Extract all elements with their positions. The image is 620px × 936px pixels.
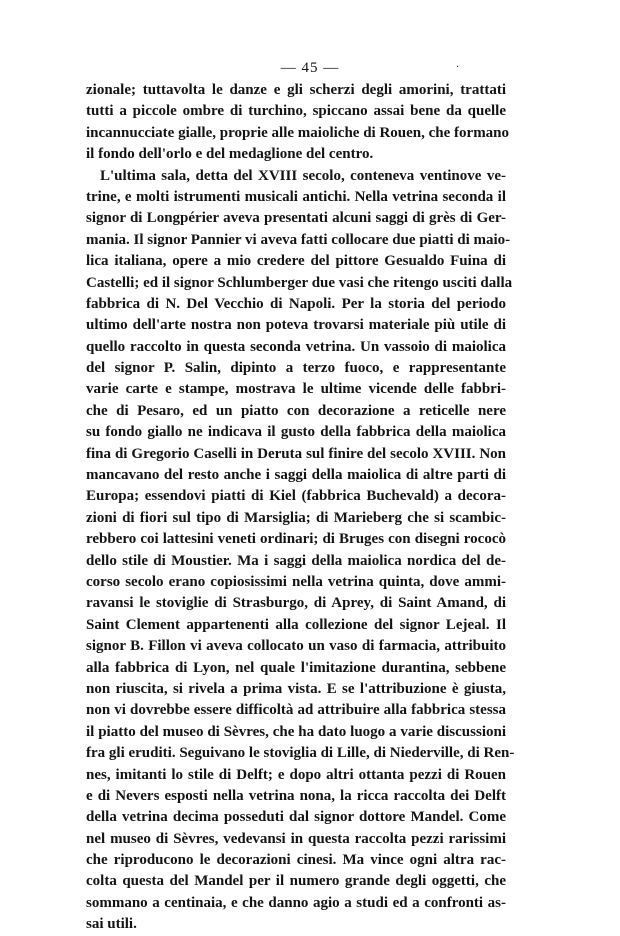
page-number: — 45 —	[280, 60, 340, 76]
text-line: tutti a piccole ombre di turchino, spiccano assai bene da quelle	[86, 103, 506, 120]
text-line: trine, e molti istrumenti musicali antichi. Nella vetrina seconda il	[86, 188, 506, 205]
text-line: fina di Gregorio Caselli in Deruta sul finire del secolo XVIII. Non	[86, 445, 506, 462]
text-line: nes, imitanti lo stile di Delft; e dopo altri ottanta pezzi di Rouen	[86, 766, 506, 783]
text-line: fra gli eruditi. Seguivano le stoviglia di Lille, di Niederville, di Ren-	[86, 745, 515, 762]
text-line: zioni di fiori sul tipo di Marsiglia; di Marieberg che si scambic-	[86, 509, 506, 526]
text-line: Saint Clement appartenenti alla collezione del signor Lejeal. Il	[86, 616, 506, 633]
text-line: sai utili.	[86, 916, 137, 933]
text-line: ravansi le stoviglie di Strasburgo, di Aprey, di Saint Amand, di	[86, 595, 506, 612]
text-line: Europa; essendovi piatti di Kiel (fabbrica Buchevald) a decora-	[86, 488, 506, 505]
text-line: che riproducono le decorazioni cinesi. Ma vince ogni altra rac-	[86, 852, 506, 869]
text-line: su fondo giallo ne indicava il gusto della fabbrica della maiolica	[86, 424, 506, 441]
text-line: signor di Longpérier aveva presentati alcuni saggi di grès di Ger-	[86, 210, 506, 227]
text-line: zionale; tuttavolta le danze e gli scherzi degli amorini, trattati	[86, 82, 506, 98]
text-line: dello stile di Moustier. Ma i saggi della maiolica nordica del de-	[86, 552, 506, 569]
text-line: e di Nevers esposti nella vetrina nona, la ricca raccolta dei Delft	[86, 787, 506, 804]
text-line: il fondo dell'orlo e del medaglione del centro.	[86, 146, 374, 163]
text-line: non riuscita, si rivela a prima vista. E se l'attribuzione è giusta,	[86, 680, 506, 697]
text-line: L'ultima sala, detta del XVIII secolo, conteneva ventinove ve-	[100, 167, 506, 184]
text-line: varie carte e stampe, mostrava le ultime vicende delle fabbri-	[86, 381, 506, 398]
text-line: incannucciate gialle, proprie alle maioliche di Rouen, che formano	[86, 124, 510, 141]
body-text	[86, 80, 515, 936]
text-line: lica italiana, opere a mio credere del pittore Gesualdo Fuina di	[86, 253, 506, 270]
text-line: quello raccolto in questa seconda vetrina. Un vassoio di maiolica	[86, 338, 506, 355]
text-line: del signor P. Salin, dipinto a terzo fuoco, e rappresentante	[86, 360, 506, 377]
text-line: alla fabbrica di Lyon, nel quale l'imitazione durantina, sebbene	[86, 659, 506, 676]
text-line: nel museo di Sèvres, vedevansi in questa raccolta pezzi rarissimi	[86, 830, 506, 847]
text-line: il piatto del museo di Sèvres, che ha dato luogo a varie discussioni	[86, 723, 506, 740]
text-line: sommano a centinaia, e che danno agio a studi ed a confronti as-	[86, 894, 506, 911]
text-line: della vetrina decima posseduti dal signor dottore Mandel. Come	[86, 809, 506, 826]
text-line: mancavano del resto anche i saggi della maiolica di altre parti di	[86, 467, 506, 484]
text-line: mania. Il signor Pannier vi aveva fatti collocare due piatti di maio-	[86, 231, 511, 248]
ink-dot: ·	[456, 62, 460, 73]
text-line: signor B. Fillon vi aveva collocato un vaso di farmacia, attribuito	[86, 638, 506, 655]
text-line: fabbrica di N. Del Vecchio di Napoli. Per la storia del periodo	[86, 295, 506, 312]
text-line: ultimo dell'arte nostra non poteva trovarsi materiale più utile di	[86, 317, 506, 334]
text-line: non vi dovrebbe essere difficoltà ad attribuire alla fabbrica stessa	[86, 702, 506, 719]
text-line: che di Pesaro, ed un piatto con decorazione a reticelle nere	[86, 402, 506, 419]
text-line: rebbero coi lattesini veneti ordinari; di Bruges con disegni rococò	[86, 531, 506, 548]
text-line: colta questa del Mandel per il numero grande degli oggetti, che	[86, 873, 506, 890]
text-line: Castelli; ed il signor Schlumberger due vasi che ritengo usciti dalla	[86, 274, 513, 291]
text-line: corso secolo erano copiosissimi nella vetrina quinta, dove ammi-	[86, 573, 506, 590]
